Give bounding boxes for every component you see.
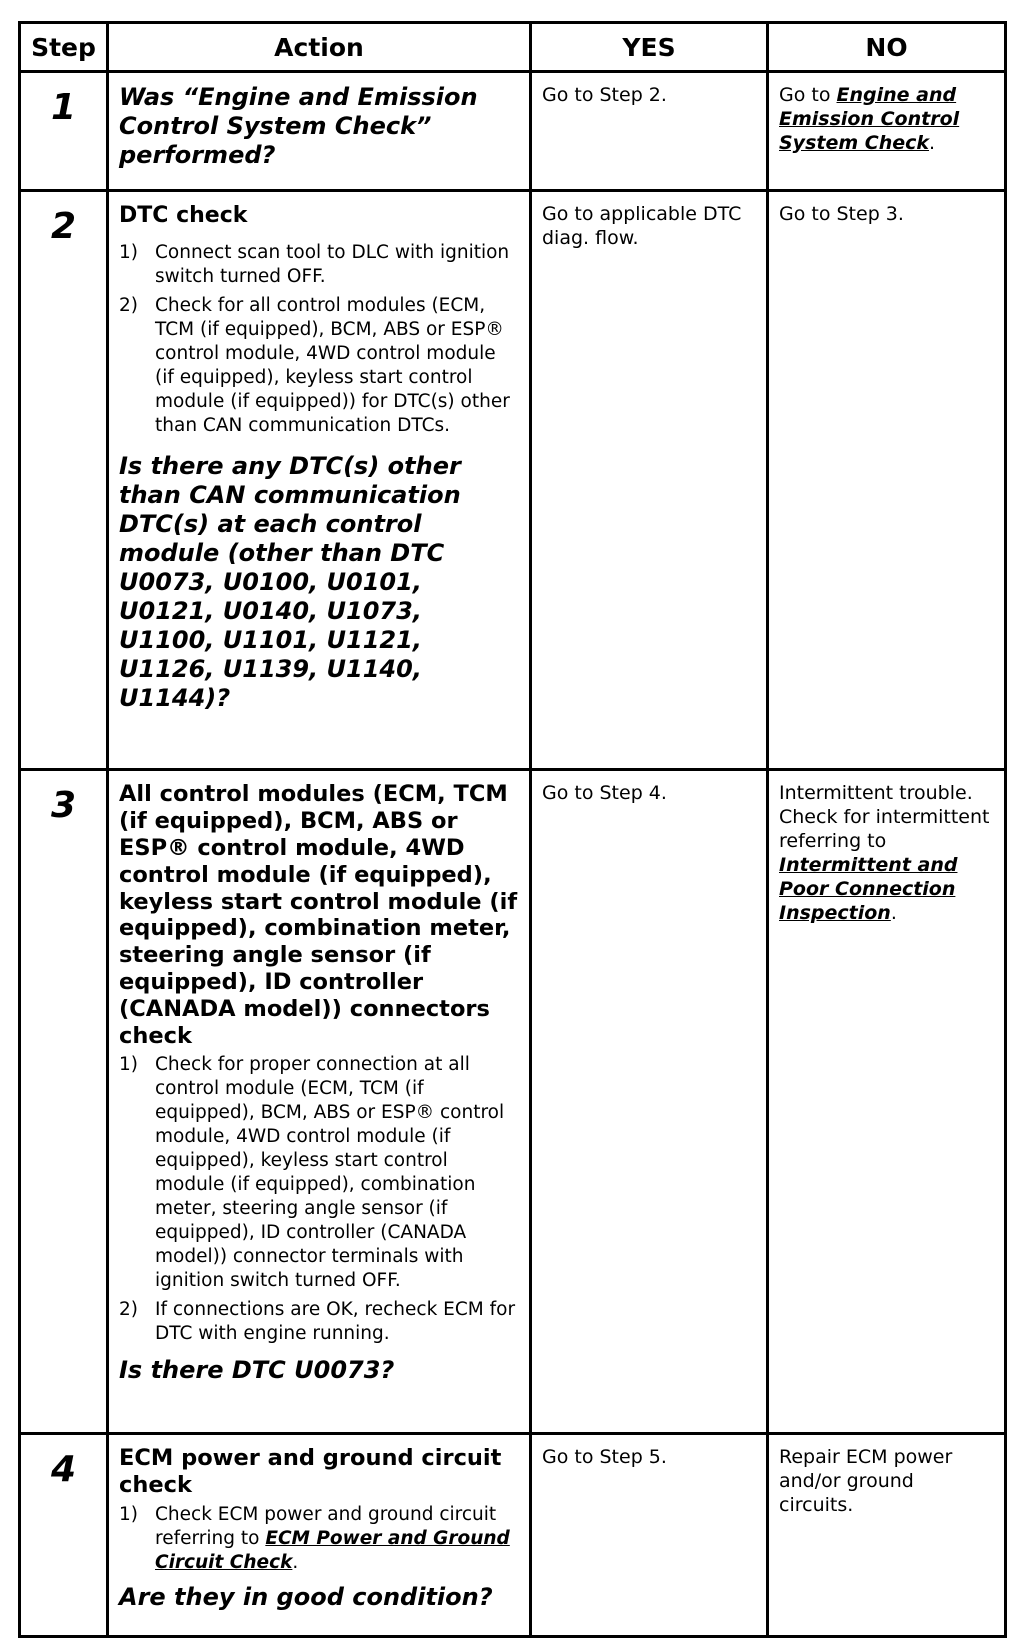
item-text: Check for proper connection at all control module (ECM, TCM (if equipped), BCM, ABS or ESP® control module, 4WD control module (if equipped), keyless start control module (if equipped), combination meter, steering angle sensor (if equipped), ID controller (CANADA model)) connector terminals with ignition switch turned OFF.: [155, 1054, 505, 1292]
item-number: 1): [119, 241, 138, 263]
item-suffix: .: [292, 1551, 299, 1573]
action-cell: [108, 770, 531, 1434]
no-suffix: .: [890, 902, 897, 925]
item-text: Check ECM power and ground circuit referring to: [155, 1503, 497, 1549]
header-action: Action: [108, 23, 531, 72]
table-row: [20, 1434, 1006, 1637]
step-number: 1: [20, 72, 108, 191]
no-text: Intermittent trouble. Check for intermittent referring to: [779, 782, 990, 853]
engine-emission-check-link[interactable]: Engine and Emission Control System Check: [779, 84, 960, 154]
no-suffix: .: [929, 132, 936, 154]
step-question: Was “Engine and Emission Control System Check” performed?: [119, 83, 478, 169]
item-text: Check for all control modules (ECM, TCM (if equipped), BCM, ABS or ESP® control module, 4WD control module (if equipped), keyless start control module (if equipped)) for DTC(s) other than CAN communication DTCs.: [155, 294, 510, 436]
diagnostic-table: [18, 21, 1007, 1638]
no-cell: Go to Step 3.: [768, 190, 1006, 770]
step-question: Is there any DTC(s) other than CAN communication DTC(s) at each control module (other than DTC U0073, U0100, U0101, U0121, U0140, U1073, U1100, U1101, U1121, U1126, U1139, U1140, U1144)?: [119, 451, 461, 712]
step-number: 2: [20, 190, 108, 770]
item-number: 2): [119, 294, 138, 316]
step-heading: All control modules (ECM, TCM (if equipped), BCM, ABS or ESP® control module, 4WD control module (if equipped), keyless start control module (if equipped), combination meter, steering angle sensor (if equipped), ID controller (CANADA model)) connectors check: [119, 781, 518, 1049]
yes-cell: Go to Step 2.: [531, 72, 768, 191]
item-text: Connect scan tool to DLC with ignition switch turned OFF.: [155, 241, 510, 287]
action-cell: [108, 72, 531, 191]
list-item: [119, 1503, 519, 1575]
step-number: 4: [20, 1434, 108, 1637]
no-cell: Repair ECM power and/or ground circuits.: [768, 1434, 1006, 1637]
no-cell: [768, 72, 1006, 191]
step-heading: DTC check: [119, 202, 248, 228]
instruction-list: [119, 241, 519, 438]
step-question: Are they in good condition?: [119, 1582, 493, 1611]
no-cell: [768, 770, 1006, 1434]
yes-cell: Go to applicable DTC diag. flow.: [531, 190, 768, 770]
step-question: Is there DTC U0073?: [119, 1356, 395, 1385]
ecm-power-ground-check-link[interactable]: ECM Power and Ground Circuit Check: [155, 1527, 510, 1573]
item-number: 2): [119, 1299, 138, 1321]
step-heading: ECM power and ground circuit check: [119, 1445, 502, 1499]
item-text: If connections are OK, recheck ECM for DTC with engine running.: [155, 1299, 516, 1345]
item-number: 1): [119, 1503, 138, 1525]
list-item: [119, 294, 519, 438]
instruction-list: [119, 1503, 519, 1575]
header-row: [20, 23, 1006, 72]
item-number: 1): [119, 1054, 138, 1076]
table-row: [20, 72, 1006, 191]
intermittent-inspection-link[interactable]: Intermittent and Poor Connection Inspection: [779, 854, 958, 925]
step-number: 3: [20, 770, 108, 1434]
list-item: [119, 241, 519, 289]
header-yes: YES: [531, 23, 768, 72]
yes-cell: Go to Step 4.: [531, 770, 768, 1434]
instruction-list: [119, 1053, 519, 1346]
header-step: Step: [20, 23, 108, 72]
table-row: [20, 770, 1006, 1434]
list-item: [119, 1298, 519, 1346]
header-no: NO: [768, 23, 1006, 72]
action-cell: [108, 190, 531, 770]
table-row: [20, 190, 1006, 770]
no-text: Go to: [779, 84, 837, 106]
action-cell: [108, 1434, 531, 1637]
yes-cell: Go to Step 5.: [531, 1434, 768, 1637]
list-item: [119, 1053, 519, 1293]
